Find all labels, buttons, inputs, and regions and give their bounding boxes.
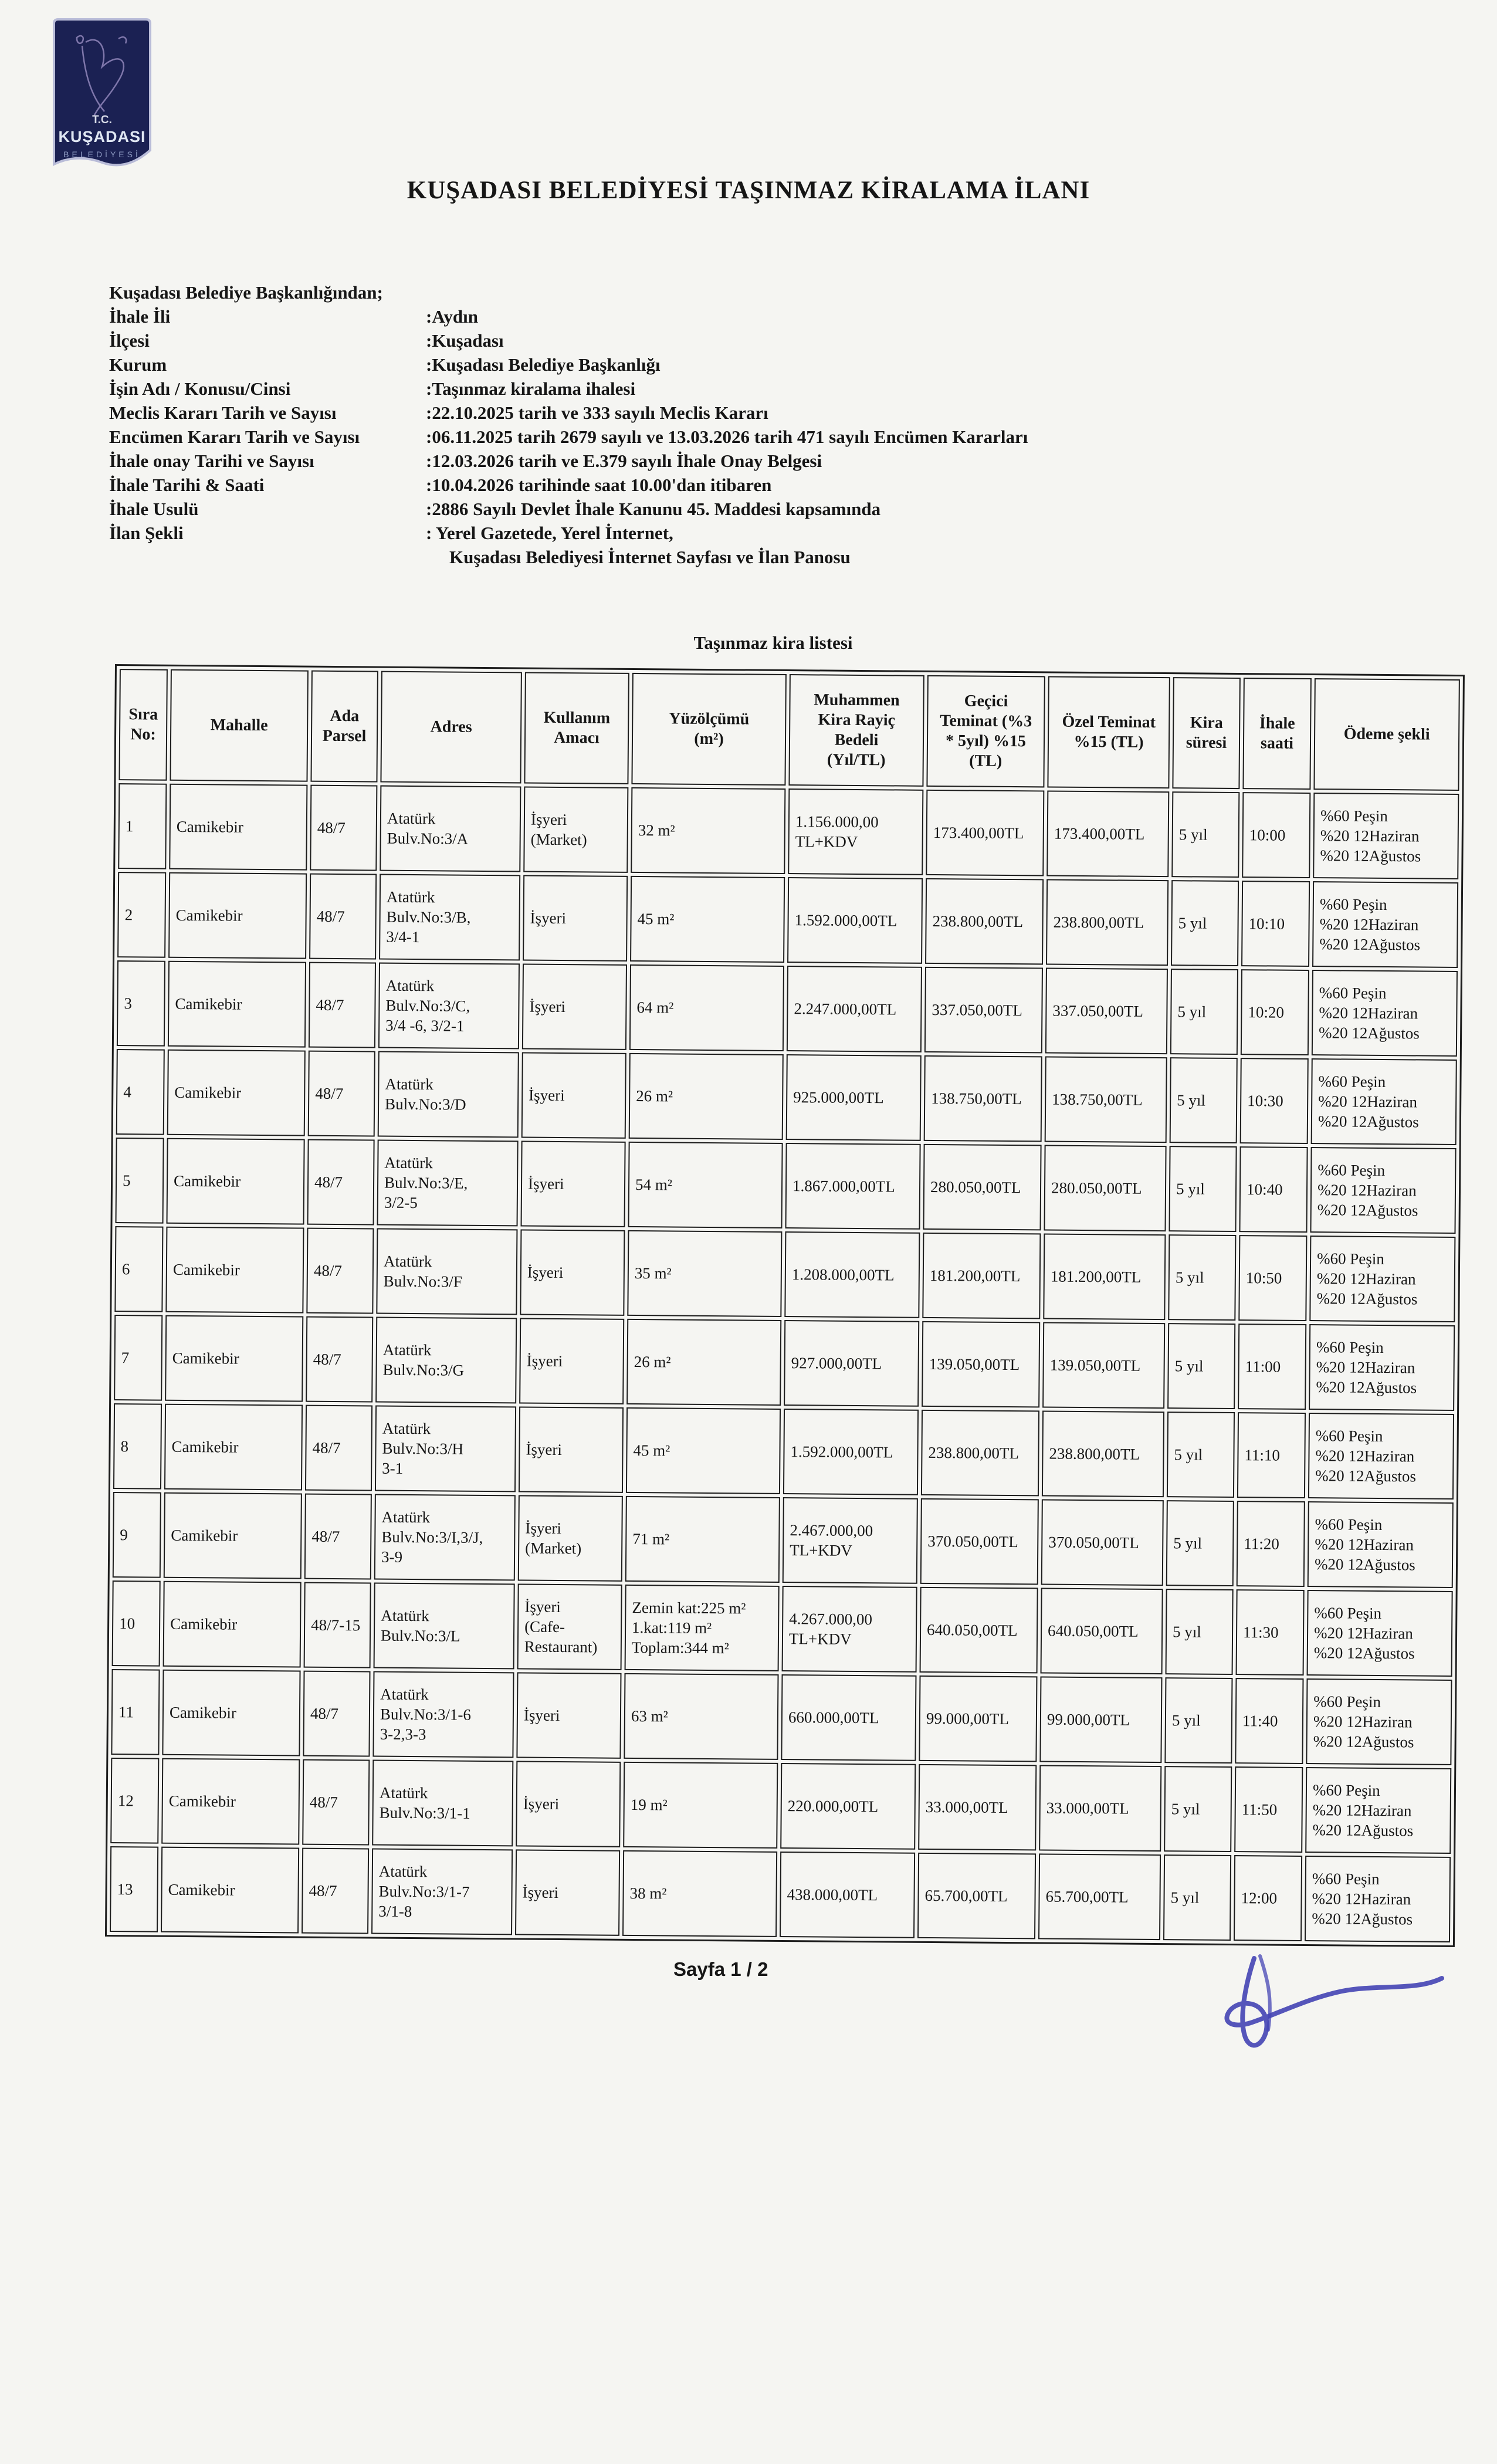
cell-gecici-teminat: 238.800,00TL	[921, 1410, 1039, 1497]
cell-ihale-saati: 11:30	[1236, 1589, 1305, 1676]
cell-sira-no: 9	[113, 1492, 161, 1578]
cell-ada-parsel: 48/7	[305, 1405, 372, 1491]
cell-ihale-saati: 11:20	[1237, 1501, 1305, 1587]
column-header-odeme-sekli: Ödeme şekli	[1313, 678, 1459, 791]
cell-kira-suresi: 5 yıl	[1170, 969, 1238, 1055]
column-header-kullanim-amaci: Kullanım Amacı	[524, 672, 629, 784]
cell-yuzolcumu: 45 m²	[630, 876, 785, 963]
cell-ihale-saati: 11:50	[1234, 1766, 1303, 1853]
cell-odeme-sekli: %60 Peşin %20 12Haziran %20 12Ağustos	[1311, 1058, 1457, 1145]
cell-sira-no: 4	[116, 1049, 165, 1135]
cell-ozel-teminat: 173.400,00TL	[1046, 790, 1169, 877]
cell-mahalle: Camikebir	[163, 1581, 302, 1668]
cell-gecici-teminat: 280.050,00TL	[923, 1144, 1041, 1231]
cell-yuzolcumu: 54 m²	[628, 1142, 783, 1228]
table-row	[110, 1846, 1451, 1942]
cell-ihale-saati: 10:40	[1239, 1146, 1308, 1233]
cell-odeme-sekli: %60 Peşin %20 12Haziran %20 12Ağustos	[1306, 1678, 1452, 1765]
cell-muhammen-bedel: 220.000,00TL	[780, 1763, 916, 1850]
column-header-sira-no: Sıra No:	[118, 669, 167, 781]
cell-ozel-teminat: 99.000,00TL	[1039, 1676, 1162, 1763]
cell-odeme-sekli: %60 Peşin %20 12Haziran %20 12Ağustos	[1308, 1413, 1454, 1500]
cell-odeme-sekli: %60 Peşin %20 12Haziran %20 12Ağustos	[1305, 1767, 1451, 1854]
cell-ada-parsel: 48/7	[303, 1671, 370, 1757]
cell-gecici-teminat: 181.200,00TL	[922, 1233, 1041, 1319]
cell-mahalle: Camikebir	[162, 1670, 300, 1756]
cell-kira-suresi: 5 yıl	[1167, 1412, 1235, 1498]
cell-adres: Atatürk Bulv.No:3/A	[380, 786, 521, 872]
info-label: İhale Usulü	[109, 499, 199, 519]
cell-mahalle: Camikebir	[161, 1847, 299, 1934]
info-value: :12.03.2026 tarih ve E.379 sayılı İhale Onay Belgesi	[426, 451, 822, 471]
table-row	[114, 1226, 1455, 1322]
rental-table-wrap	[105, 664, 1436, 1947]
cell-odeme-sekli: %60 Peşin %20 12Haziran %20 12Ağustos	[1312, 970, 1458, 1057]
cell-gecici-teminat: 139.050,00TL	[922, 1321, 1040, 1408]
cell-kullanim-amaci: İşyeri	[515, 1849, 620, 1935]
cell-kullanim-amaci: İşyeri	[521, 1052, 626, 1138]
cell-ada-parsel: 48/7	[307, 1139, 375, 1226]
cell-kira-suresi: 5 yıl	[1164, 1766, 1232, 1852]
cell-yuzolcumu: 26 m²	[626, 1319, 781, 1406]
cell-ihale-saati: 10:20	[1241, 969, 1309, 1055]
cell-adres: Atatürk Bulv.No:3/C, 3/4 -6, 3/2-1	[378, 963, 520, 1050]
info-label: İlan Şekli	[109, 523, 184, 543]
column-header-ihale-saati: İhale saati	[1242, 678, 1311, 790]
cell-muhammen-bedel: 1.592.000,00TL	[783, 1409, 919, 1495]
cell-adres: Atatürk Bulv.No:3/B, 3/4-1	[379, 874, 520, 961]
cell-odeme-sekli: %60 Peşin %20 12Haziran %20 12Ağustos	[1307, 1590, 1453, 1677]
cell-sira-no: 12	[110, 1758, 159, 1844]
cell-yuzolcumu: 26 m²	[629, 1053, 784, 1140]
cell-ada-parsel: 48/7	[306, 1316, 373, 1403]
cell-mahalle: Camikebir	[167, 1138, 305, 1225]
cell-ozel-teminat: 640.050,00TL	[1041, 1588, 1163, 1674]
info-section	[109, 280, 1435, 569]
cell-ada-parsel: 48/7	[309, 962, 376, 1048]
cell-sira-no: 2	[117, 872, 166, 958]
cell-kullanim-amaci: İşyeri	[523, 875, 628, 961]
cell-kullanim-amaci: İşyeri	[516, 1672, 621, 1758]
cell-ihale-saati: 10:10	[1241, 881, 1310, 967]
cell-adres: Atatürk Bulv.No:3/H 3-1	[375, 1406, 516, 1492]
cell-odeme-sekli: %60 Peşin %20 12Haziran %20 12Ağustos	[1310, 1147, 1456, 1234]
cell-ada-parsel: 48/7	[308, 1051, 375, 1137]
cell-sira-no: 11	[111, 1669, 160, 1755]
info-value: :06.11.2025 tarih 2679 sayılı ve 13.03.2026 tarih 471 sayılı Encümen Kararları	[426, 427, 1028, 447]
cell-kullanim-amaci: İşyeri	[519, 1318, 624, 1404]
cell-kullanim-amaci: İşyeri (Cafe- Restaurant)	[517, 1583, 622, 1670]
cell-mahalle: Camikebir	[169, 784, 307, 871]
cell-muhammen-bedel: 927.000,00TL	[784, 1320, 919, 1407]
cell-muhammen-bedel: 1.208.000,00TL	[784, 1231, 920, 1318]
cell-gecici-teminat: 99.000,00TL	[919, 1676, 1037, 1762]
info-value: :22.10.2025 tarih ve 333 sayılı Meclis Kararı	[426, 402, 768, 423]
cell-gecici-teminat: 238.800,00TL	[925, 878, 1044, 965]
table-row	[116, 1138, 1457, 1234]
info-label: Meclis Kararı Tarih ve Sayısı	[109, 402, 337, 423]
cell-ihale-saati: 11:00	[1238, 1324, 1306, 1410]
cell-adres: Atatürk Bulv.No:3/1-6 3-2,3-3	[372, 1671, 514, 1758]
municipality-logo-banner	[49, 18, 155, 174]
cell-mahalle: Camikebir	[168, 961, 306, 1048]
cell-adres: Atatürk Bulv.No:3/F	[376, 1228, 517, 1315]
info-row	[109, 425, 1435, 449]
cell-kira-suresi: 5 yıl	[1163, 1854, 1231, 1941]
signature-mark	[1185, 1942, 1455, 2071]
cell-odeme-sekli: %60 Peşin %20 12Haziran %20 12Ağustos	[1313, 793, 1459, 879]
cell-mahalle: Camikebir	[164, 1492, 302, 1579]
cell-ihale-saati: 10:30	[1240, 1058, 1309, 1144]
info-value: :10.04.2026 tarihinde saat 10.00'dan itibaren	[426, 475, 772, 495]
cell-yuzolcumu: 63 m²	[624, 1673, 778, 1760]
cell-adres: Atatürk Bulv.No:3/D	[378, 1051, 519, 1138]
column-header-yuzolcumu: Yüzölçümü (m²)	[631, 673, 786, 786]
info-label: İşin Adı / Konusu/Cinsi	[109, 378, 291, 399]
cell-muhammen-bedel: 2.247.000,00TL	[787, 966, 922, 1052]
cell-odeme-sekli: %60 Peşin %20 12Haziran %20 12Ağustos	[1308, 1501, 1454, 1588]
cell-kira-suresi: 5 yıl	[1169, 1146, 1237, 1232]
table-row	[117, 872, 1458, 968]
cell-gecici-teminat: 640.050,00TL	[920, 1587, 1038, 1674]
cell-kira-suresi: 5 yıl	[1167, 1323, 1235, 1409]
cell-ozel-teminat: 280.050,00TL	[1044, 1145, 1166, 1231]
cell-muhammen-bedel: 1.156.000,00 TL+KDV	[788, 788, 923, 875]
cell-mahalle: Camikebir	[161, 1758, 300, 1845]
cell-ihale-saati: 10:50	[1238, 1235, 1307, 1321]
cell-ihale-saati: 11:40	[1235, 1678, 1303, 1764]
cell-kullanim-amaci: İşyeri	[520, 1140, 625, 1227]
rental-table-head	[118, 669, 1459, 791]
cell-odeme-sekli: %60 Peşin %20 12Haziran %20 12Ağustos	[1305, 1856, 1451, 1942]
logo-tc-text: T.C.	[92, 114, 112, 126]
cell-ada-parsel: 48/7	[302, 1848, 369, 1934]
info-label: İhale onay Tarihi ve Sayısı	[109, 451, 314, 471]
cell-adres: Atatürk Bulv.No:3/L	[374, 1583, 515, 1670]
cell-adres: Atatürk Bulv.No:3/1-7 3/1-8	[371, 1849, 513, 1935]
cell-ada-parsel: 48/7-15	[304, 1582, 371, 1668]
cell-gecici-teminat: 65.700,00TL	[917, 1853, 1036, 1940]
table-row	[117, 960, 1458, 1057]
column-header-gecici-teminat: Geçici Teminat (%3 * 5yıl) %15 (TL)	[926, 675, 1045, 788]
cell-kira-suresi: 5 yıl	[1166, 1589, 1234, 1675]
rental-table	[105, 664, 1465, 1947]
cell-mahalle: Camikebir	[165, 1227, 304, 1314]
cell-muhammen-bedel: 1.592.000,00TL	[787, 877, 923, 964]
cell-ihale-saati: 11:10	[1237, 1412, 1306, 1498]
cell-kullanim-amaci: İşyeri	[522, 963, 627, 1050]
cell-muhammen-bedel: 660.000,00TL	[781, 1674, 916, 1761]
table-row	[111, 1669, 1452, 1765]
logo-city-text: KUŞADASI	[58, 128, 146, 145]
cell-yuzolcumu: 35 m²	[627, 1230, 782, 1317]
cell-sira-no: 10	[112, 1580, 161, 1667]
column-header-kira-suresi: Kira süresi	[1172, 677, 1240, 789]
cell-yuzolcumu: 38 m²	[622, 1850, 777, 1937]
cell-ozel-teminat: 33.000,00TL	[1039, 1765, 1161, 1852]
cell-ozel-teminat: 370.050,00TL	[1041, 1499, 1164, 1586]
cell-muhammen-bedel: 2.467.000,00 TL+KDV	[783, 1497, 918, 1584]
cell-sira-no: 8	[113, 1403, 162, 1490]
cell-kira-suresi: 5 yıl	[1171, 880, 1239, 966]
info-label: İhale Tarihi & Saati	[109, 475, 265, 495]
table-title: Taşınmaz kira listesi	[693, 632, 853, 653]
cell-ozel-teminat: 138.750,00TL	[1045, 1056, 1167, 1143]
info-row	[109, 521, 1435, 545]
cell-kullanim-amaci: İşyeri	[516, 1761, 621, 1847]
cell-sira-no: 7	[114, 1315, 162, 1401]
table-row	[114, 1315, 1455, 1411]
cell-ozel-teminat: 238.800,00TL	[1042, 1410, 1164, 1497]
info-value: :2886 Sayılı Devlet İhale Kanunu 45. Maddesi kapsamında	[426, 499, 881, 519]
cell-gecici-teminat: 370.050,00TL	[920, 1498, 1039, 1585]
cell-ozel-teminat: 181.200,00TL	[1043, 1233, 1166, 1320]
info-row	[109, 497, 1435, 521]
cell-yuzolcumu: Zemin kat:225 m² 1.kat:119 m² Toplam:344 m²	[625, 1585, 780, 1671]
table-row	[112, 1580, 1453, 1677]
municipality-logo	[49, 18, 155, 174]
table-row	[113, 1492, 1454, 1588]
cell-adres: Atatürk Bulv.No:3/E, 3/2-5	[377, 1140, 519, 1227]
cell-sira-no: 1	[118, 783, 167, 869]
cell-kira-suresi: 5 yıl	[1170, 1057, 1238, 1143]
cell-muhammen-bedel: 438.000,00TL	[780, 1852, 915, 1938]
table-row	[110, 1758, 1451, 1854]
cell-gecici-teminat: 173.400,00TL	[926, 790, 1044, 876]
column-header-muhammen-bedel: Muhammen Kira Rayiç Bedeli (Yıl/TL)	[788, 674, 924, 787]
info-value: :Kuşadası	[426, 330, 504, 351]
column-header-ada-parsel: Ada Parsel	[310, 671, 378, 783]
cell-ozel-teminat: 139.050,00TL	[1042, 1322, 1165, 1409]
info-row	[109, 329, 1435, 353]
column-header-mahalle: Mahalle	[170, 669, 308, 782]
cell-ada-parsel: 48/7	[304, 1494, 372, 1580]
cell-odeme-sekli: %60 Peşin %20 12Haziran %20 12Ağustos	[1312, 881, 1458, 968]
cell-yuzolcumu: 19 m²	[623, 1762, 778, 1849]
cell-yuzolcumu: 45 m²	[626, 1407, 781, 1494]
cell-gecici-teminat: 337.050,00TL	[924, 967, 1043, 1054]
cell-yuzolcumu: 32 m²	[631, 787, 785, 874]
info-row	[109, 304, 1435, 329]
cell-odeme-sekli: %60 Peşin %20 12Haziran %20 12Ağustos	[1309, 1236, 1455, 1322]
cell-mahalle: Camikebir	[165, 1315, 303, 1402]
rental-table-body	[110, 783, 1459, 1942]
cell-ada-parsel: 48/7	[310, 785, 377, 871]
cell-ada-parsel: 48/7	[302, 1759, 370, 1846]
cell-yuzolcumu: 64 m²	[629, 964, 784, 1051]
cell-adres: Atatürk Bulv.No:3/1-1	[372, 1760, 513, 1847]
logo-sub-text: BELEDİYESİ	[63, 150, 141, 159]
header-row	[118, 669, 1459, 791]
info-row	[109, 377, 1435, 401]
cell-kira-suresi: 5 yıl	[1171, 791, 1239, 878]
cell-mahalle: Camikebir	[167, 1050, 306, 1136]
info-row	[109, 401, 1435, 425]
cell-sira-no: 6	[114, 1226, 163, 1312]
info-row	[109, 473, 1435, 497]
cell-mahalle: Camikebir	[168, 872, 307, 959]
cell-muhammen-bedel: 1.867.000,00TL	[785, 1143, 920, 1230]
table-row	[113, 1403, 1454, 1500]
table-row	[116, 1049, 1457, 1145]
cell-adres: Atatürk Bulv.No:3/I,3/J, 3-9	[374, 1494, 516, 1581]
column-header-adres: Adres	[380, 671, 521, 784]
cell-kira-suresi: 5 yıl	[1168, 1234, 1236, 1321]
cell-adres: Atatürk Bulv.No:3/G	[375, 1317, 517, 1404]
info-row	[109, 353, 1435, 377]
info-value: :Kuşadası Belediye Başkanlığı	[426, 354, 661, 375]
cell-sira-no: 3	[117, 960, 165, 1047]
cell-yuzolcumu: 71 m²	[625, 1496, 780, 1583]
cell-ozel-teminat: 337.050,00TL	[1045, 967, 1168, 1054]
cell-odeme-sekli: %60 Peşin %20 12Haziran %20 12Ağustos	[1309, 1324, 1455, 1411]
info-label: Kurum	[109, 354, 167, 375]
cell-ozel-teminat: 238.800,00TL	[1046, 879, 1169, 966]
info-row	[109, 449, 1435, 473]
document-title: KUŞADASI BELEDİYESİ TAŞINMAZ KİRALAMA İLANI	[407, 177, 1090, 204]
cell-gecici-teminat: 138.750,00TL	[924, 1055, 1042, 1142]
cell-sira-no: 5	[116, 1138, 164, 1224]
info-label: İlçesi	[109, 330, 150, 351]
cell-muhammen-bedel: 4.267.000,00 TL+KDV	[782, 1586, 917, 1673]
cell-gecici-teminat: 33.000,00TL	[918, 1764, 1037, 1851]
cell-ihale-saati: 12:00	[1234, 1855, 1302, 1941]
cell-kullanim-amaci: İşyeri	[519, 1406, 624, 1492]
table-row	[118, 783, 1459, 879]
cell-kira-suresi: 5 yıl	[1166, 1500, 1234, 1586]
cell-kira-suresi: 5 yıl	[1164, 1677, 1232, 1764]
cell-ada-parsel: 48/7	[306, 1228, 374, 1314]
info-heading: Kuşadası Belediye Başkanlığından;	[109, 282, 383, 303]
cell-ihale-saati: 10:00	[1242, 792, 1310, 878]
cell-ozel-teminat: 65.700,00TL	[1038, 1853, 1161, 1940]
info-label: İhale İli	[109, 306, 171, 327]
info-value: :Taşınmaz kiralama ihalesi	[426, 378, 636, 399]
info-value: :Aydın	[426, 306, 479, 327]
page-number: Sayfa 1 / 2	[673, 1958, 768, 1980]
cell-kullanim-amaci: İşyeri (Market)	[518, 1495, 623, 1581]
cell-kullanim-amaci: İşyeri	[520, 1229, 625, 1315]
cell-kullanim-amaci: İşyeri (Market)	[523, 786, 628, 872]
info-value: : Yerel Gazetede, Yerel İnternet,	[426, 523, 673, 543]
cell-mahalle: Camikebir	[164, 1404, 303, 1491]
info-rows	[109, 304, 1435, 545]
info-label: Encümen Kararı Tarih ve Sayısı	[109, 427, 360, 447]
cell-muhammen-bedel: 925.000,00TL	[786, 1054, 922, 1141]
column-header-ozel-teminat: Özel Teminat %15 (TL)	[1047, 676, 1170, 788]
info-continuation: Kuşadası Belediyesi İnternet Sayfası ve İlan Panosu	[449, 547, 851, 567]
cell-ada-parsel: 48/7	[309, 874, 377, 960]
signature-ink-icon	[1185, 1942, 1455, 2071]
cell-sira-no: 13	[110, 1846, 158, 1932]
